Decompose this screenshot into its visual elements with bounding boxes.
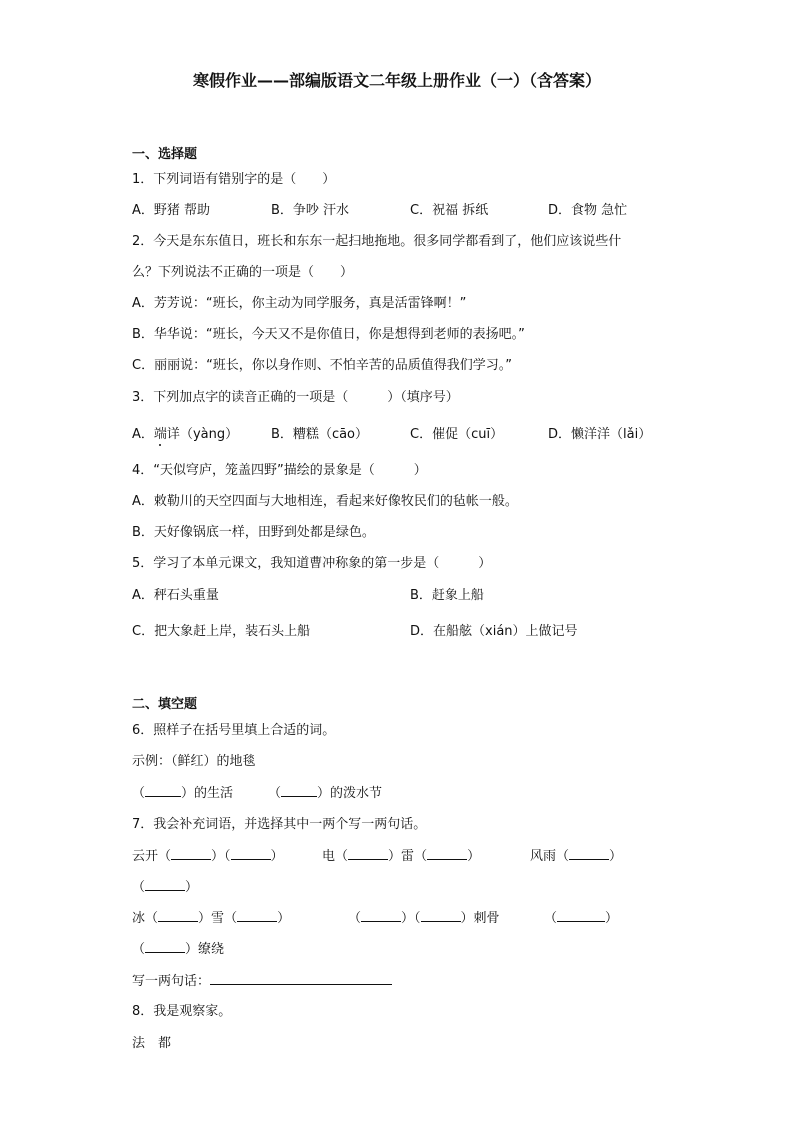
q7-blank[interactable] [569,847,609,860]
dotted-char: 端 [153,427,167,442]
q7-blank[interactable] [361,909,401,922]
q7-blank[interactable] [348,847,388,860]
q5-option-b[interactable]: B．赶象上船 [410,588,484,603]
q7-blank[interactable] [557,909,605,922]
question-1-stem: 1．下列词语有错别字的是（ ） [132,172,336,187]
q6-blank-2[interactable] [281,784,317,797]
q7-word-6-text: 缭绕 [198,942,225,957]
q3-option-d[interactable] [548,426,651,444]
q7-blank[interactable] [231,847,271,860]
q7-word-6: （ ） [544,911,619,926]
q7-word-2a-text: 电 [322,849,336,864]
question-7-stem: 7．我会补充词语，并选择其中一两个写一两句话。 [132,817,427,832]
question-3-stem: 3．下列加点字的读音正确的一项是（ ）（填序号） [132,390,459,405]
q7-write-line [132,972,392,991]
q3-option-d-word: 懒洋洋 [571,427,611,442]
q2-option-b[interactable]: B．华华说：“班长，今天又不是你值日，你是想得到老师的表扬吧。” [132,327,525,342]
question-5-stem: 5．学习了本单元课文，我知道曹冲称象的第一步是（ ） [132,556,492,571]
q6-item-2-text: 的泼水节 [330,786,383,801]
q6-item-2: （ ）的泼水节 [268,786,383,801]
section-heading-choice: 一、选择题 [132,147,198,162]
q7-blank[interactable] [145,940,185,953]
question-2-stem-line2: 么？下列说法不正确的一项是（ ） [132,265,354,280]
q2-option-c[interactable]: C．丽丽说：“班长，你以身作则、不怕辛苦的品质值得我们学习。” [132,358,513,373]
q1-option-b[interactable]: B．争吵 汗水 [271,203,350,218]
question-6-example: 示例：（鲜红）的地毯 [132,754,256,769]
q7-word-4: 冰（ ）雪（ ） [132,911,291,926]
q3-option-b-word: 糟糕 [292,427,319,442]
q4-option-a[interactable]: A．敕勒川的天空四面与大地相连，看起来好像牧民们的毡帐一般。 [132,494,518,509]
section-heading-fill: 二、填空题 [132,697,198,712]
q7-word-2: 电（ ）雷（ ） [322,849,481,864]
q3-option-a-prefix: A． [132,427,154,442]
q7-blank[interactable] [171,847,211,860]
question-2-stem-line1: 2．今天是东东值日，班长和东东一起扫地拖地。很多同学都看到了，他们应该说些什 [132,234,622,249]
q2-option-a[interactable]: A．芳芳说：“班长，你主动为同学服务，真是活雷锋啊！” [132,296,467,311]
q7-word-2b-text: 雷 [401,849,415,864]
q7-blank[interactable] [237,909,277,922]
q3-option-c[interactable] [410,426,503,444]
q3-option-a[interactable] [132,426,238,444]
q3-option-b-prefix: B． [271,427,293,442]
q7-word-3: 风雨（ ） [530,849,623,864]
q3-option-b-pinyin: （cāo） [318,427,369,442]
q5-option-a[interactable]: A．秤石头重量 [132,588,219,603]
q7-word-4a-text: 冰 [132,911,146,926]
q6-blank-1[interactable] [145,784,181,797]
q6-item-1: （ ）的生活 [132,786,234,801]
q7-word-6-cont: （ ）缭绕 [132,942,225,957]
q3-option-d-prefix: D． [548,427,572,442]
q3-option-a-word: 详 [166,427,180,442]
q7-blank[interactable] [421,909,461,922]
q7-blank[interactable] [145,878,185,891]
q7-word-1-text: 云开 [132,849,159,864]
q4-option-b[interactable]: B．天好像锅底一样，田野到处都是绿色。 [132,525,375,540]
page-title: 寒假作业——部编版语文二年级上册作业（一）（含答案） [192,71,601,90]
q1-option-a[interactable]: A．野猪 帮助 [132,203,211,218]
q7-word-1: 云开（ ）（ ） [132,849,284,864]
q7-word-5-text: 刺骨 [473,911,500,926]
q5-option-d[interactable]: D．在船舷（xián）上做记号 [410,624,578,639]
q7-word-5: （ ）（ ）刺骨 [348,911,500,926]
q3-option-c-word: 催促 [432,427,459,442]
q7-word-3-cont: （ ） [132,880,199,895]
q3-option-c-pinyin: （cuī） [458,427,504,442]
q6-item-1-text: 的生活 [194,786,234,801]
q3-option-c-prefix: C． [410,427,433,442]
q8-characters: 法 都 [132,1036,172,1051]
q7-blank[interactable] [158,909,198,922]
q5-option-c[interactable]: C．把大象赶上岸，装石头上船 [132,624,311,639]
question-6-stem: 6．照样子在括号里填上合适的词。 [132,723,336,738]
q7-write-label: 写一两句话： [132,974,211,989]
q3-option-a-pinyin: （yàng） [179,427,239,442]
q3-option-b[interactable] [271,426,368,444]
q3-option-d-pinyin: （lǎi） [610,427,652,442]
question-4-stem: 4．“天似穹庐，笼盖四野”描绘的景象是（ ） [132,463,427,478]
q7-write-blank[interactable] [210,972,392,985]
question-8-stem: 8．我是观察家。 [132,1004,232,1019]
q7-blank[interactable] [427,847,467,860]
q7-word-4b-text: 雪 [211,911,225,926]
q1-option-c[interactable]: C．祝福 拆纸 [410,203,489,218]
q1-option-d[interactable]: D．食物 急忙 [548,203,628,218]
q7-word-3-text: 风雨 [530,849,557,864]
